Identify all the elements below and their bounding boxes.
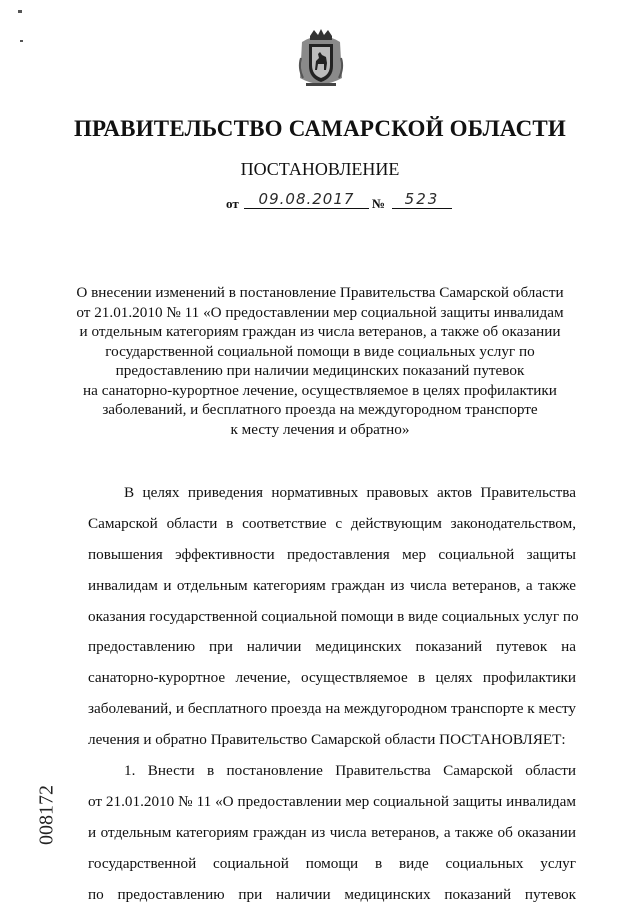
date-number-line: [226, 190, 456, 214]
number-prefix: №: [372, 196, 386, 211]
margin-stamp-number: 008172: [35, 785, 58, 845]
subject-line: от 21.01.2010 № 11 «О предоставлении мер социальной защиты инвалидам: [76, 303, 564, 321]
body-line: Самарской области в соответствие с действующим законодательством,: [88, 514, 576, 532]
body-line: оказания государственной социальной помощи в виде социальных услуг по: [88, 607, 579, 625]
samara-coat-of-arms-icon: [296, 28, 346, 92]
body-line: предоставлению при наличии медицинских показаний путевок на: [88, 638, 576, 656]
organization-title: ПРАВИТЕЛЬСТВО САМАРСКОЙ ОБЛАСТИ: [73, 116, 567, 141]
body-line: 1. Внести в постановление Правительства Самарской области: [124, 762, 576, 780]
body-line: по предоставлению при наличии медицинских показаний путевок: [88, 885, 576, 903]
number-value: 523: [392, 190, 452, 209]
date-value: 09.08.2017: [244, 190, 369, 209]
document-type: ПОСТАНОВЛЕНИЕ: [240, 159, 400, 179]
body-line: лечения и обратно Правительство Самарской области ПОСТАНОВЛЯЕТ:: [88, 731, 566, 749]
body-line: В целях приведения нормативных правовых актов Правительства: [124, 484, 576, 501]
subject-line: на санаторно-курортное лечение, осуществляемое в целях профилактики: [83, 381, 557, 399]
margin-stamp: [36, 770, 58, 860]
subject-line: и отдельным категориям граждан из числа ветеранов, а также об оказании: [79, 323, 561, 340]
body-line: повышения эффективности предоставления мер социальной защиты: [88, 545, 576, 563]
body-line: и отдельным категориям граждан из числа ветеранов, а также об оказании: [88, 823, 576, 841]
subject-line: заболеваний, и бесплатного проезда на междугородном транспорте: [102, 401, 538, 418]
subject-line: к месту лечения и обратно»: [230, 420, 410, 438]
subject-line: О внесении изменений в постановление Правительства Самарской области: [76, 284, 564, 301]
body-line: от 21.01.2010 № 11 «О предоставлении мер социальной защиты инвалидам: [88, 792, 576, 810]
body-line: санаторно-курортное лечение, осуществляемое в целях профилактики: [88, 669, 576, 687]
scan-speck: [18, 10, 22, 13]
subject-heading: [70, 283, 570, 439]
body-line: инвалидам и отдельным категориям граждан из числа ветеранов, а также: [88, 576, 576, 594]
scan-speck: [20, 40, 23, 42]
body-text: [88, 478, 579, 910]
subject-line: предоставлению при наличии медицинских показаний путевок: [115, 362, 525, 379]
body-line: государственной социальной помощи в виде социальных услуг: [88, 854, 576, 872]
date-prefix: от: [226, 196, 239, 211]
body-line: заболеваний, и бесплатного проезда на междугородном транспорте к месту: [88, 700, 576, 718]
subject-line: государственной социальной помощи в виде социальных услуг по: [105, 342, 535, 360]
